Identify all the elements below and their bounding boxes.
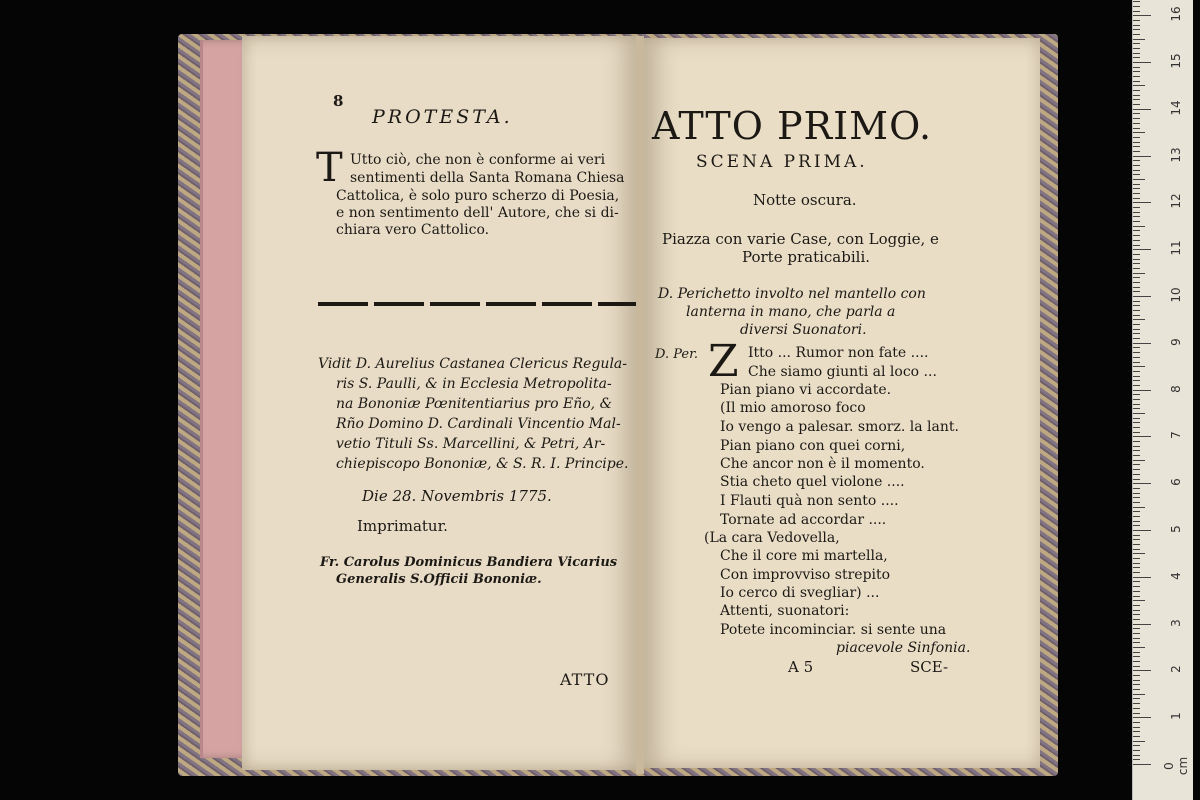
verse-line: Attenti, suonatori:	[720, 603, 850, 619]
ruler-tick	[1133, 694, 1145, 695]
ruler-tick	[1133, 731, 1140, 732]
ruler-tick	[1133, 240, 1140, 241]
ruler-tick	[1133, 698, 1140, 699]
ruler-tick	[1133, 759, 1140, 760]
signature-line: Fr. Carolus Dominicus Bandiera Vicarius	[320, 555, 618, 570]
ruler-tick	[1133, 216, 1140, 217]
ruler-tick	[1133, 596, 1140, 597]
ruler-tick	[1133, 586, 1140, 587]
ruler-tick	[1133, 464, 1140, 465]
ruler-tick	[1133, 249, 1151, 250]
ruler-tick	[1133, 427, 1140, 428]
ruler-tick	[1133, 324, 1140, 325]
stage-direction-line: D. Perichetto involto nel mantello con	[658, 286, 926, 302]
catchword-right: SCE-	[910, 658, 949, 676]
ruler-tick	[1133, 263, 1140, 264]
ruler-tick	[1133, 376, 1140, 377]
ruler-tick	[1133, 450, 1140, 451]
ruler-tick	[1133, 104, 1140, 105]
ruler-tick	[1133, 581, 1140, 582]
approval-date: Die 28. Novembris 1775.	[362, 487, 552, 505]
ruler-number: 14	[1169, 100, 1183, 116]
ruler-tick	[1133, 202, 1151, 203]
verse-line: Che ancor non è il momento.	[720, 456, 925, 472]
ruler-tick	[1133, 764, 1151, 765]
ruler-tick	[1133, 132, 1145, 133]
ruler-number: 11	[1169, 240, 1183, 256]
ruler-tick	[1133, 123, 1140, 124]
ruler-tick	[1133, 352, 1140, 353]
ruler-number: 4	[1169, 571, 1183, 580]
place-line: Piazza con varie Case, con Loggie, e	[662, 230, 939, 248]
ruler-tick	[1133, 619, 1140, 620]
ruler-tick	[1133, 539, 1140, 540]
vidit-line: ris S. Paulli, & in Ecclesia Metropolita-	[336, 376, 612, 392]
ruler-tick	[1133, 319, 1145, 320]
ruler-tick	[1133, 717, 1151, 718]
ruler-tick	[1133, 385, 1140, 386]
verse-line: Con improvviso strepito	[720, 567, 891, 583]
ruler-tick	[1133, 502, 1140, 503]
ruler-tick	[1133, 755, 1140, 756]
vidit-line: chiepiscopo Bononiæ, & S. R. I. Principe.	[336, 456, 629, 472]
ruler-tick	[1133, 357, 1140, 358]
ruler-tick	[1133, 666, 1140, 667]
ruler-tick	[1133, 76, 1140, 77]
ruler-tick	[1133, 628, 1140, 629]
ruler-tick	[1133, 507, 1145, 508]
ruler-tick	[1133, 525, 1140, 526]
ruler-tick	[1133, 109, 1151, 110]
ruler-tick	[1133, 394, 1140, 395]
ruler-tick	[1133, 11, 1140, 12]
ruler-tick	[1133, 165, 1140, 166]
ruler-tick	[1133, 455, 1140, 456]
ruler-tick	[1133, 563, 1140, 564]
ruler-tick	[1133, 235, 1140, 236]
stage-direction-line: lanterna in mano, che parla a	[686, 304, 896, 320]
ruler-tick	[1133, 212, 1140, 213]
ruler-tick	[1133, 137, 1140, 138]
ruler-unit: 0 cm	[1162, 756, 1190, 776]
ruler-tick	[1133, 656, 1140, 657]
ruler-tick	[1133, 642, 1140, 643]
ruler-tick	[1133, 432, 1140, 433]
verse-line: Stia cheto quel violone ....	[720, 474, 905, 490]
ruler-tick	[1133, 81, 1140, 82]
ruler-tick	[1133, 474, 1140, 475]
ruler-tick	[1133, 329, 1140, 330]
ruler-tick	[1133, 736, 1140, 737]
verse-line: Che il core mi martella,	[720, 548, 888, 564]
ruler-tick	[1133, 722, 1140, 723]
ruler-tick	[1133, 469, 1140, 470]
ruler-tick	[1133, 553, 1145, 554]
catchword-left: ATTO	[560, 670, 610, 689]
ruler-tick	[1133, 277, 1140, 278]
ruler-tick	[1133, 446, 1140, 447]
verse-line: (Il mio amoroso foco	[720, 400, 866, 416]
ruler-tick	[1133, 661, 1140, 662]
ruler-tick	[1133, 259, 1140, 260]
verse-line: Tornate ad accordar ....	[720, 512, 887, 528]
ruler-tick	[1133, 422, 1140, 423]
verse-line: I Flauti quà non sento ....	[720, 493, 899, 509]
ruler-number: 9	[1169, 337, 1183, 346]
ruler-tick	[1133, 310, 1140, 311]
protest-heading: PROTESTA.	[372, 106, 513, 128]
protest-line: e non sentimento dell' Autore, che si di-	[336, 205, 619, 221]
ruler-tick	[1133, 62, 1151, 63]
ruler-tick	[1133, 287, 1140, 288]
ruler-tick	[1133, 29, 1140, 30]
ruler-tick	[1133, 39, 1145, 40]
ruler-tick	[1133, 230, 1140, 231]
ruler-tick	[1133, 366, 1145, 367]
ruler-number: 7	[1169, 431, 1183, 440]
signature-line: Generalis S.Officii Bononiæ.	[336, 572, 542, 587]
ruler-number: 16	[1169, 6, 1183, 22]
ruler-tick	[1133, 535, 1140, 536]
ruler-tick	[1133, 497, 1140, 498]
ruler-tick	[1133, 684, 1140, 685]
ruler-tick	[1133, 703, 1140, 704]
ruler-tick	[1133, 184, 1140, 185]
ruler-tick	[1133, 90, 1140, 91]
ruler-tick	[1133, 371, 1140, 372]
ruler-number: 6	[1169, 478, 1183, 487]
verse-line: Itto ... Rumor non fate ....	[748, 345, 929, 361]
stage-direction-line: diversi Suonatori.	[740, 322, 867, 338]
ruler-tick	[1133, 408, 1140, 409]
ruler-tick	[1133, 226, 1145, 227]
vidit-line: Vidit D. Aurelius Castanea Clericus Regula-	[318, 356, 628, 372]
ruler-tick	[1133, 15, 1151, 16]
ruler-tick	[1133, 193, 1140, 194]
ruler-tick	[1133, 67, 1140, 68]
ruler-tick	[1133, 614, 1140, 615]
imprimatur: Imprimatur.	[357, 517, 448, 535]
ruler-tick	[1133, 160, 1140, 161]
ruler-number: 5	[1169, 525, 1183, 533]
ruler-tick	[1133, 113, 1140, 114]
ruler-number: 13	[1169, 146, 1183, 163]
ruler-number: 12	[1169, 193, 1183, 210]
ruler-tick	[1133, 741, 1145, 742]
ruler-tick	[1133, 245, 1140, 246]
ruler-tick	[1133, 221, 1140, 222]
ruler-number: 8	[1169, 384, 1183, 393]
ruler-tick	[1133, 479, 1140, 480]
ruler-tick	[1133, 338, 1140, 339]
verse-line: Pian piano vi accordate.	[720, 382, 892, 398]
vidit-line: Rño Domino D. Cardinali Vincentio Mal-	[336, 416, 621, 432]
ruler-number: 15	[1169, 53, 1183, 69]
ruler-tick	[1133, 142, 1140, 143]
ruler-tick	[1133, 146, 1140, 147]
ruler-tick	[1133, 95, 1140, 96]
ruler-tick	[1133, 511, 1140, 512]
ruler-tick	[1133, 380, 1140, 381]
ruler-number: 1	[1169, 712, 1183, 721]
ruler-tick	[1133, 689, 1140, 690]
ruler-tick	[1133, 521, 1140, 522]
ruler-tick	[1133, 633, 1140, 634]
ruler-tick	[1133, 558, 1140, 559]
ruler-tick	[1133, 207, 1140, 208]
signature-mark: A 5	[788, 658, 814, 676]
ruler-tick	[1133, 43, 1140, 44]
ruler-tick	[1133, 483, 1151, 484]
ruler-tick	[1133, 413, 1145, 414]
ruler-tick	[1133, 638, 1140, 639]
book-gutter	[636, 36, 644, 774]
verse-line: Che siamo giunti al loco ...	[748, 364, 937, 380]
measuring-ruler	[1132, 0, 1193, 800]
ruler-tick	[1133, 305, 1140, 306]
ruler-tick	[1133, 544, 1140, 545]
verse-line: Potete incominciar. si sente una	[720, 622, 947, 638]
divider-rule	[318, 302, 636, 306]
scene-heading: SCENA PRIMA.	[696, 152, 868, 172]
ruler-tick	[1133, 296, 1151, 297]
ruler-tick	[1133, 390, 1151, 391]
protest-line: Utto ciò, che non è conforme ai veri	[350, 152, 606, 168]
ruler-tick	[1133, 156, 1151, 157]
ruler-tick	[1133, 34, 1140, 35]
ruler-tick	[1133, 170, 1140, 171]
ruler-tick	[1133, 174, 1140, 175]
protest-line: sentimenti della Santa Romana Chiesa	[350, 170, 625, 186]
ruler-tick	[1133, 268, 1140, 269]
ruler-tick	[1133, 151, 1140, 152]
ruler-tick	[1133, 254, 1140, 255]
ruler-tick	[1133, 549, 1140, 550]
ruler-tick	[1133, 713, 1140, 714]
ruler-tick	[1133, 291, 1140, 292]
verse-line: (La cara Vedovella,	[704, 530, 840, 546]
ruler-tick	[1133, 670, 1151, 671]
ruler-tick	[1133, 418, 1140, 419]
ruler-tick	[1133, 605, 1140, 606]
ruler-tick	[1133, 57, 1140, 58]
ruler-tick	[1133, 404, 1140, 405]
ruler-tick	[1133, 273, 1145, 274]
ruler-tick	[1133, 591, 1140, 592]
ruler-number: 2	[1169, 665, 1183, 674]
ruler-tick	[1133, 652, 1140, 653]
speaker-label: D. Per.	[655, 347, 698, 362]
ruler-tick	[1133, 71, 1140, 72]
ruler-tick	[1133, 362, 1140, 363]
ruler-tick	[1133, 436, 1151, 437]
drop-cap-t: T	[316, 145, 343, 191]
ruler-tick	[1133, 441, 1140, 442]
ruler-tick	[1133, 530, 1151, 531]
verse-line: piacevole Sinfonia.	[836, 640, 971, 656]
ruler-tick	[1133, 610, 1140, 611]
place-line: Porte praticabili.	[742, 248, 871, 266]
ruler-tick	[1133, 333, 1140, 334]
ruler-tick	[1133, 680, 1140, 681]
ruler-tick	[1133, 118, 1140, 119]
ruler-tick	[1133, 6, 1140, 7]
ruler-tick	[1133, 347, 1140, 348]
ruler-number: 10	[1169, 287, 1183, 303]
verse-line: Io vengo a palesar. smorz. la lant.	[720, 419, 959, 435]
ruler-tick	[1133, 315, 1140, 316]
ruler-tick	[1133, 516, 1140, 517]
ruler-tick	[1133, 188, 1140, 189]
vidit-line: na Bononiæ Pœnitentiarius pro Eño, &	[336, 396, 613, 412]
ruler-tick	[1133, 577, 1151, 578]
ruler-tick	[1133, 600, 1145, 601]
ruler-tick	[1133, 1, 1140, 2]
ruler-number: 3	[1169, 618, 1183, 627]
ruler-tick	[1133, 488, 1140, 489]
ruler-tick	[1133, 25, 1140, 26]
protest-line: Cattolica, è solo puro scherzo di Poesia,	[336, 188, 620, 204]
ruler-tick	[1133, 647, 1145, 648]
ruler-tick	[1133, 20, 1140, 21]
ruler-tick	[1133, 179, 1145, 180]
ruler-tick	[1133, 708, 1140, 709]
ruler-tick	[1133, 572, 1140, 573]
ruler-tick	[1133, 745, 1140, 746]
vidit-line: vetio Tituli Ss. Marcellini, & Petri, Ar-	[336, 436, 606, 452]
ruler-tick	[1133, 750, 1140, 751]
ruler-tick	[1133, 343, 1151, 344]
drop-cap-z: Z	[708, 336, 739, 387]
ruler-tick	[1133, 198, 1140, 199]
ruler-tick	[1133, 282, 1140, 283]
ruler-tick	[1133, 460, 1145, 461]
ruler-tick	[1133, 53, 1140, 54]
ruler-tick	[1133, 624, 1151, 625]
ruler-tick	[1133, 85, 1145, 86]
ruler-tick	[1133, 99, 1140, 100]
ruler-tick	[1133, 675, 1140, 676]
verse-line: Io cerco di svegliar) ...	[720, 585, 880, 601]
ruler-tick	[1133, 727, 1140, 728]
protest-line: chiara vero Cattolico.	[336, 222, 490, 238]
ruler-tick	[1133, 128, 1140, 129]
ruler-tick	[1133, 301, 1140, 302]
ruler-tick	[1133, 48, 1140, 49]
page-number: 8	[333, 92, 344, 110]
setting: Notte oscura.	[753, 191, 857, 209]
act-title: ATTO PRIMO.	[652, 104, 933, 148]
verse-line: Pian piano con quei corni,	[720, 438, 906, 454]
ruler-tick	[1133, 493, 1140, 494]
ruler-tick	[1133, 399, 1140, 400]
ruler-tick	[1133, 567, 1140, 568]
